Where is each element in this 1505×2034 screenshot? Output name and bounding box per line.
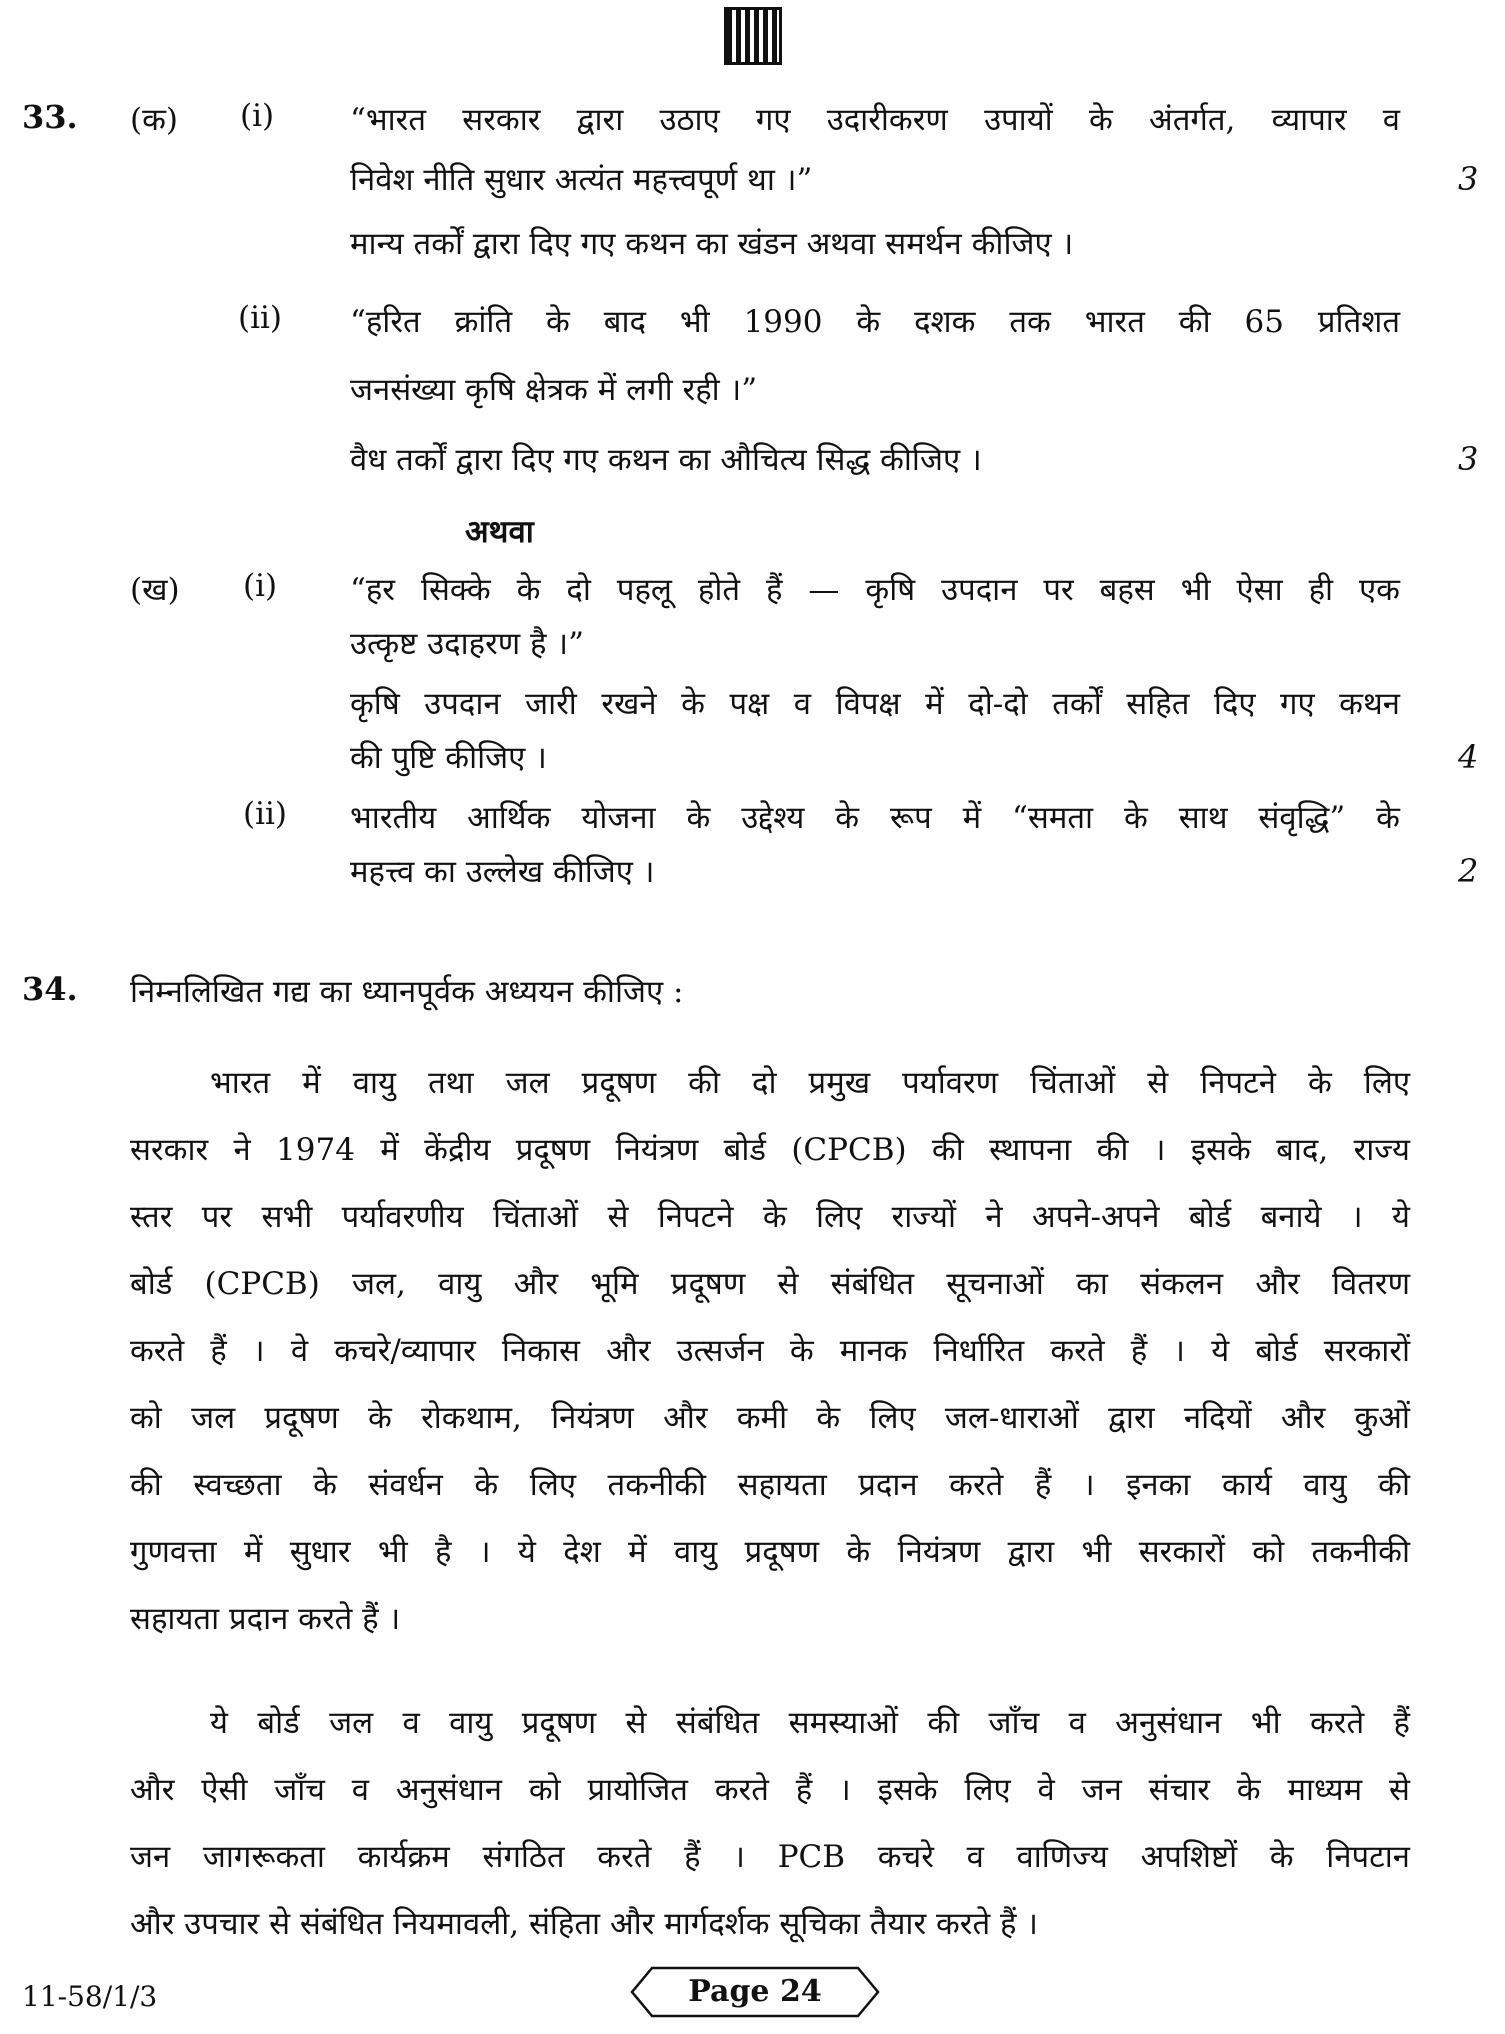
paragraph-line: गुणवत्ता में सुधार भी है । ये देश में वायु प्रदूषण के नियंत्रण द्वारा भी सरकारों को तकनीकी <box>130 1534 1410 1570</box>
paragraph-line: और उपचार से संबंधित नियमावली, संहिता और मार्गदर्शक सूचिका तैयार करते हैं । <box>130 1906 1039 1942</box>
q33-b-i-line-2: उत्कृष्ट उदाहरण है ।” <box>350 626 584 662</box>
paragraph-line: को जल प्रदूषण के रोकथाम, नियंत्रण और कमी के लिए जल-धाराओं द्वारा नदियों और कुओं <box>130 1400 1410 1436</box>
q33-a-i-line-1: “भारत सरकार द्वारा उठाए गए उदारीकरण उपायों के अंतर्गत, व्यापार व <box>350 102 1400 138</box>
paragraph-line: जन जागरूकता कार्यक्रम संगठित करते हैं । PCB कचरे व वाणिज्य अपशिष्टों के निपटान <box>130 1839 1410 1875</box>
paragraph-line: स्तर पर सभी पर्यावरणीय चिंताओं से निपटने के लिए राज्यों ने अपने-अपने बोर्ड बनाये । ये <box>130 1199 1410 1235</box>
q33-a-ii-marks: 3 <box>1458 440 1479 478</box>
paper-code: 11-58/1/3 <box>22 1980 158 2013</box>
q33-b-ii-label: (ii) <box>243 796 288 832</box>
paragraph-line: बोर्ड (CPCB) जल, वायु और भूमि प्रदूषण से संबंधित सूचनाओं का संकलन और वितरण <box>130 1266 1410 1302</box>
question-33-number: 33. <box>22 98 78 136</box>
q33-a-ii-line-1: “हरित क्रांति के बाद भी 1990 के दशक तक भारत की 65 प्रतिशत <box>350 304 1400 340</box>
paragraph-line: करते हैं । वे कचरे/व्यापार निकास और उत्सर्जन के मानक निर्धारित करते हैं । ये बोर्ड सरकारों <box>130 1333 1410 1369</box>
q33-part-a-label: (क) <box>130 102 178 138</box>
q33-b-i-line-1: “हर सिक्के के दो पहलू होते हैं — कृषि उपदान पर बहस भी ऐसा ही एक <box>350 572 1400 608</box>
page-number: Page 24 <box>688 1974 822 2009</box>
page-number-badge <box>630 1966 880 2018</box>
q33-b-ii-marks: 2 <box>1458 852 1479 890</box>
paragraph-line: की स्वच्छता के संवर्धन के लिए तकनीकी सहायता प्रदान करते हैं । इनका कार्य वायु की <box>130 1467 1410 1503</box>
q34-paragraph-2 <box>130 1690 1410 1958</box>
q33-part-b-label: (ख) <box>130 572 180 608</box>
paragraph-line: ये बोर्ड जल व वायु प्रदूषण से संबंधित समस्याओं की जाँच व अनुसंधान भी करते हैं <box>210 1705 1410 1741</box>
qr-code-icon <box>727 10 779 62</box>
q34-paragraph-1 <box>130 1050 1410 1653</box>
q33-b-ii-line-2: महत्त्व का उल्लेख कीजिए । <box>350 854 655 890</box>
q33-a-i-marks: 3 <box>1458 160 1479 198</box>
q33-b-i-label: (i) <box>243 568 278 604</box>
paragraph-line: सरकार ने 1974 में केंद्रीय प्रदूषण नियंत्रण बोर्ड (CPCB) की स्थापना की । इसके बाद, राज्य <box>130 1132 1410 1168</box>
q33-a-i-line-2: निवेश नीति सुधार अत्यंत महत्त्वपूर्ण था ।” <box>350 162 813 198</box>
paragraph-line: सहायता प्रदान करते हैं । <box>130 1601 401 1637</box>
q33-b-i-marks: 4 <box>1458 738 1479 776</box>
q33-b-i-line-3: कृषि उपदान जारी रखने के पक्ष व विपक्ष में दो-दो तर्कों सहित दिए गए कथन <box>350 686 1400 722</box>
or-divider: अथवा <box>465 514 534 550</box>
paragraph-line: और ऐसी जाँच व अनुसंधान को प्रायोजित करते हैं । इसके लिए वे जन संचार के माध्यम से <box>130 1772 1410 1808</box>
q33-b-ii-line-1: भारतीय आर्थिक योजना के उद्देश्य के रूप में “समता के साथ संवृद्धि” के <box>350 800 1400 836</box>
q33-a-ii-label: (ii) <box>238 300 283 336</box>
q33-a-ii-line-2: जनसंख्या कृषि क्षेत्रक में लगी रही ।” <box>350 372 758 408</box>
q34-instruction: निम्नलिखित गद्य का ध्यानपूर्वक अध्ययन कीजिए : <box>130 974 684 1010</box>
question-34-number: 34. <box>22 970 78 1008</box>
q33-a-ii-line-3: वैध तर्कों द्वारा दिए गए कथन का औचित्य सिद्ध कीजिए । <box>350 442 982 478</box>
q33-a-i-line-3: मान्य तर्कों द्वारा दिए गए कथन का खंडन अथवा समर्थन कीजिए । <box>350 226 1074 262</box>
paragraph-line: भारत में वायु तथा जल प्रदूषण की दो प्रमुख पर्यावरण चिंताओं से निपटने के लिए <box>210 1065 1410 1101</box>
q33-b-i-line-4: की पुष्टि कीजिए । <box>350 740 547 776</box>
q33-a-i-label: (i) <box>240 98 275 134</box>
